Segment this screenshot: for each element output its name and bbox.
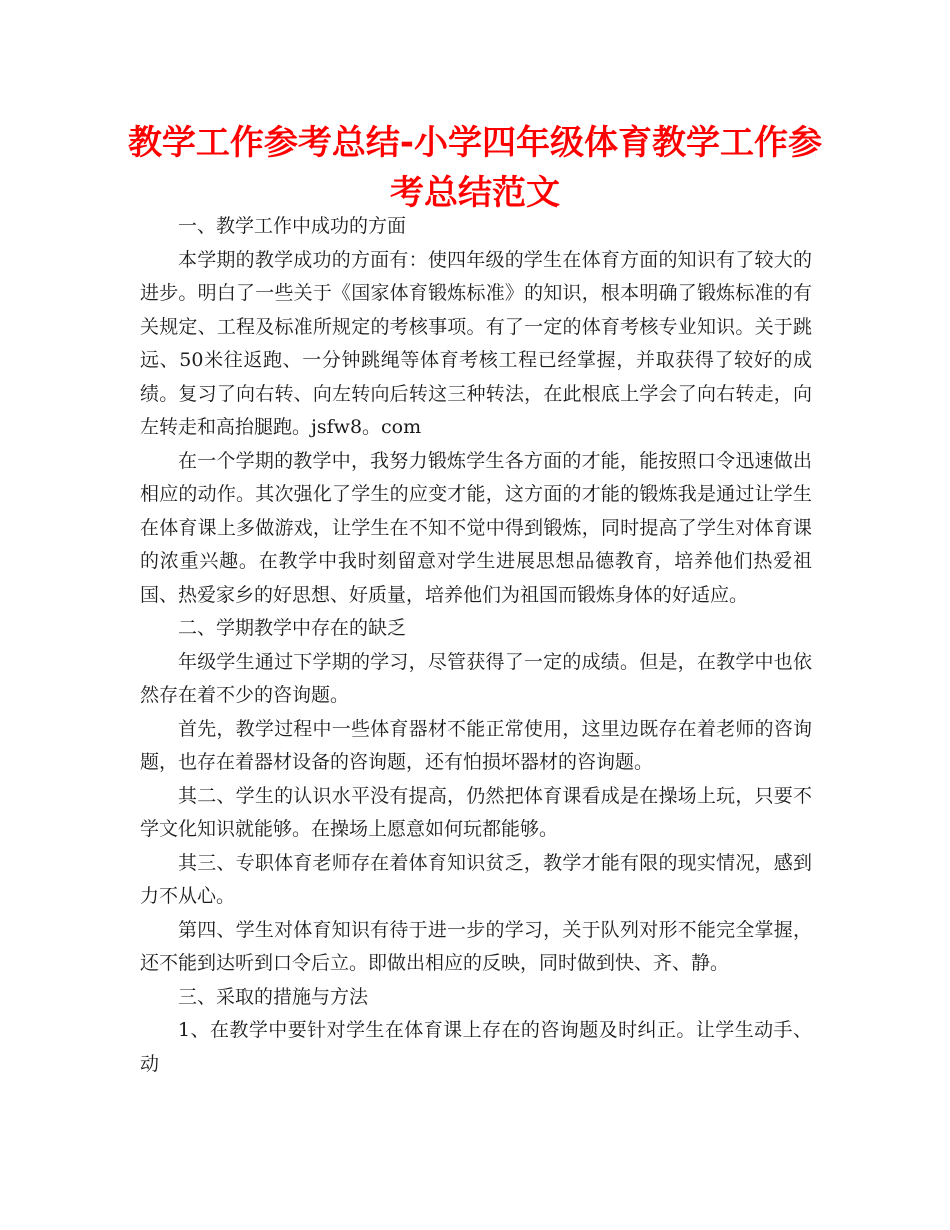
paragraph: 其二、学生的认识水平没有提高，仍然把体育课看成是在操场上玩，只要不学文化知识就能够。在操场上愿意如何玩都能够。 [140,784,812,840]
section-heading-2: 二、学期教学中存在的缺乏 [178,617,407,639]
section-heading-3: 三、采取的措施与方法 [178,985,369,1008]
paragraph: 年级学生通过下学期的学习，尽管获得了一定的成绩。但是，在教学中也依然存在着不少的咨询题。 [140,650,812,706]
document-title: 教学工作参考总结-小学四年级体育教学工作参考总结范文 [127,123,823,213]
paragraph: 首先，教学过程中一些体育器材不能正常使用，这里边既存在着老师的咨询题，也存在着器材设备的咨询题，还有怕损坏器材的咨询题。 [140,717,812,773]
paragraph: 在一个学期的教学中，我努力锻炼学生各方面的才能，能按照口令迅速做出相应的动作。其次强化了学生的应变才能，这方面的才能的锻炼我是通过让学生在体育课上多做游戏，让学生在不知不觉中得到锻炼，同时提高了学生对体育课的浓重兴趣。在教学中我时刻留意对学生进展思想品德教育，培养他们热爱祖国、热爱家乡的好思想、好质量，培养他们为祖国而锻炼身体的好适应。 [140,449,812,606]
document-body [140,210,812,1081]
paragraph: 其三、专职体育老师存在着体育知识贫乏，教学才能有限的现实情况，感到力不从心。 [140,851,812,907]
paragraph: 1、在教学中要针对学生在体育课上存在的咨询题及时纠正。让学生动手、动 [140,1019,812,1075]
paragraph: 第四、学生对体育知识有待于进一步的学习，关于队列对形不能完全掌握，还不能到达听到口令后立。即做出相应的反映，同时做到快、齐、静。 [140,918,812,974]
paragraph: 本学期的教学成功的方面有：使四年级的学生在体育方面的知识有了较大的进步。明白了一些关于《国家体育锻炼标准》的知识，根本明确了锻炼标准的有关规定、工程及标准所规定的考核事项。有了一定的体育考核专业知识。关于跳远、50米往返跑、一分钟跳绳等体育考核工程已经掌握，并取获得了较好的成绩。复习了向右转、向左转向后转这三种转法，在此根底上学会了向右转走，向左转走和高抬腿跑。jsfw8。com [140,248,812,438]
section-heading-1: 一、教学工作中成功的方面 [178,215,407,237]
